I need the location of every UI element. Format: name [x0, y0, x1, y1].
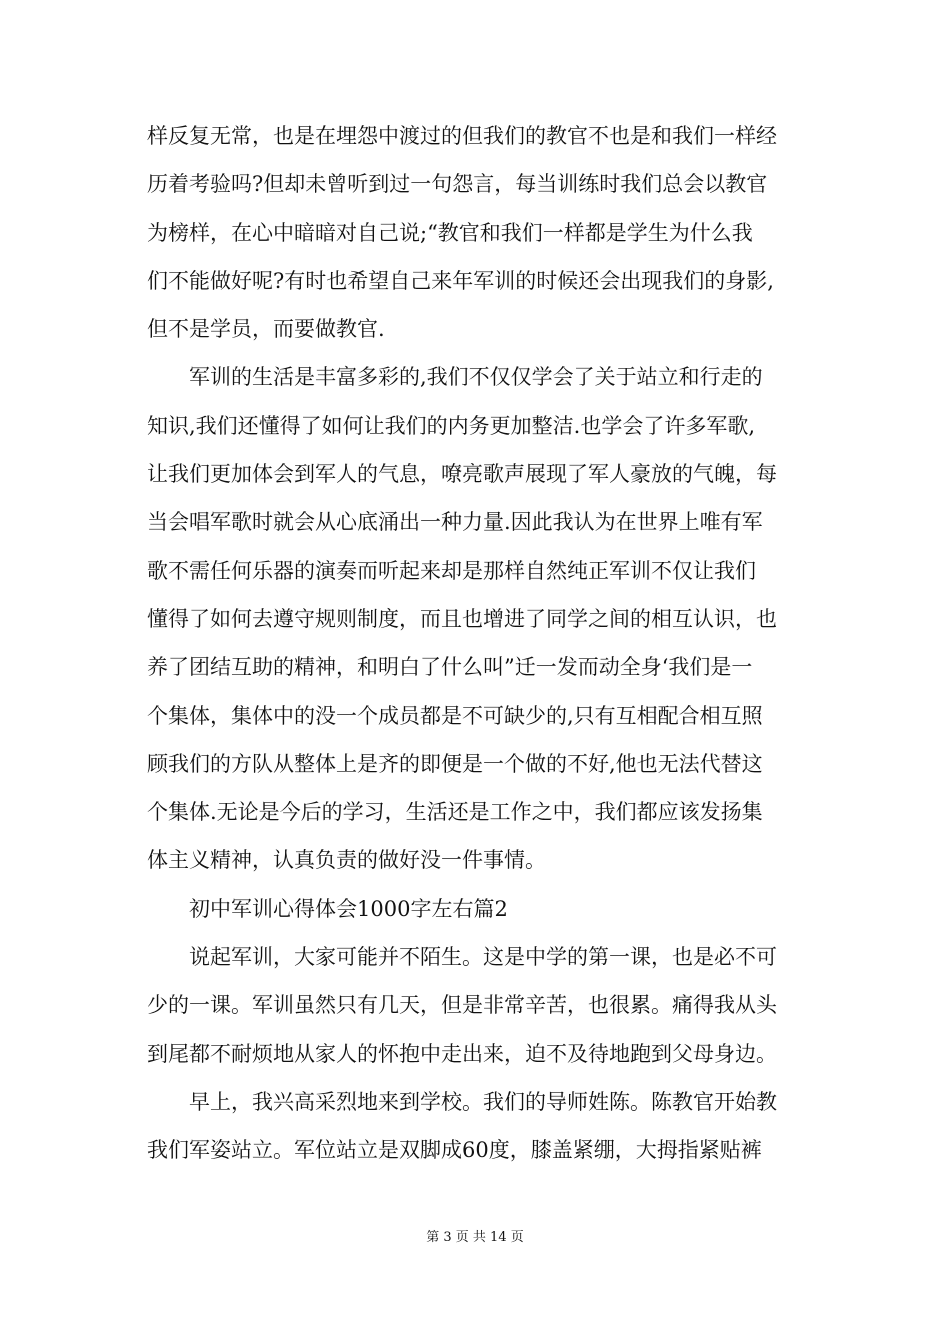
section-heading: 初中军训心得体会1000字左右篇2	[189, 896, 508, 921]
text-line: 样反复无常，也是在埋怨中渡过的但我们的教官不也是和我们一样经	[147, 124, 777, 148]
paragraph-start-line: 早上，我兴高采烈地来到学校。我们的导师姓陈。陈教官开始教	[189, 1089, 777, 1114]
text-line: 懂得了如何去遵守规则制度，而且也增进了同学之间的相互认识，也	[147, 606, 777, 631]
text-line: 当会唱军歌时就会从心底涌出一种力量.因此我认为在世界上唯有军	[147, 510, 763, 535]
text-line: 历着考验吗?但却未曾听到过一句怨言，每当训练时我们总会以教官	[147, 172, 768, 197]
text-line: 为榜样，在心中暗暗对自己说;“教官和我们一样都是学生为什么我	[147, 220, 753, 245]
text-line: 到尾都不耐烦地从家人的怀抱中走出来，迫不及待地跑到父母身边。	[147, 1041, 777, 1066]
text-line: 让我们更加体会到军人的气息，嘹亮歌声展现了军人豪放的气魄，每	[147, 462, 777, 487]
text-line: 体主义精神，认真负责的做好没一件事情。	[147, 848, 546, 873]
text-line: 少的一课。军训虽然只有几天，但是非常辛苦，也很累。痛得我从头	[147, 993, 777, 1018]
text-line: 我们军姿站立。军位站立是双脚成60度，膝盖紧绷，大拇指紧贴裤	[147, 1138, 762, 1163]
paragraph-start-line: 说起军训，大家可能并不陌生。这是中学的第一课，也是必不可	[189, 945, 777, 970]
text-line: 歌不需任何乐器的演奏而听起来却是那样自然纯正军训不仅让我们	[147, 558, 756, 583]
text-line: 顾我们的方队从整体上是齐的即便是一个做的不好,他也无法代替这	[147, 751, 763, 776]
text-line: 们不能做好呢?有时也希望自己来年军训的时候还会出现我们的身影,	[147, 268, 774, 293]
text-line: 个集体.无论是今后的学习，生活还是工作之中，我们都应该发扬集	[147, 800, 763, 825]
text-line: 但不是学员，而要做教官.	[147, 317, 385, 342]
page-number-footer: 第 3 页 共 14 页	[426, 1230, 524, 1245]
text-line: 养了团结互助的精神，和明白了什么叫”迁一发而动全身‘我们是一	[147, 655, 753, 680]
paragraph-start-line: 军训的生活是丰富多彩的,我们不仅仅学会了关于站立和行走的	[189, 365, 763, 390]
text-line: 知识,我们还懂得了如何让我们的内务更加整洁.也学会了许多军歌,	[147, 413, 756, 438]
document-body	[147, 112, 807, 1175]
text-line: 个集体，集体中的没一个成员都是不可缺少的,只有互相配合相互照	[147, 703, 763, 728]
